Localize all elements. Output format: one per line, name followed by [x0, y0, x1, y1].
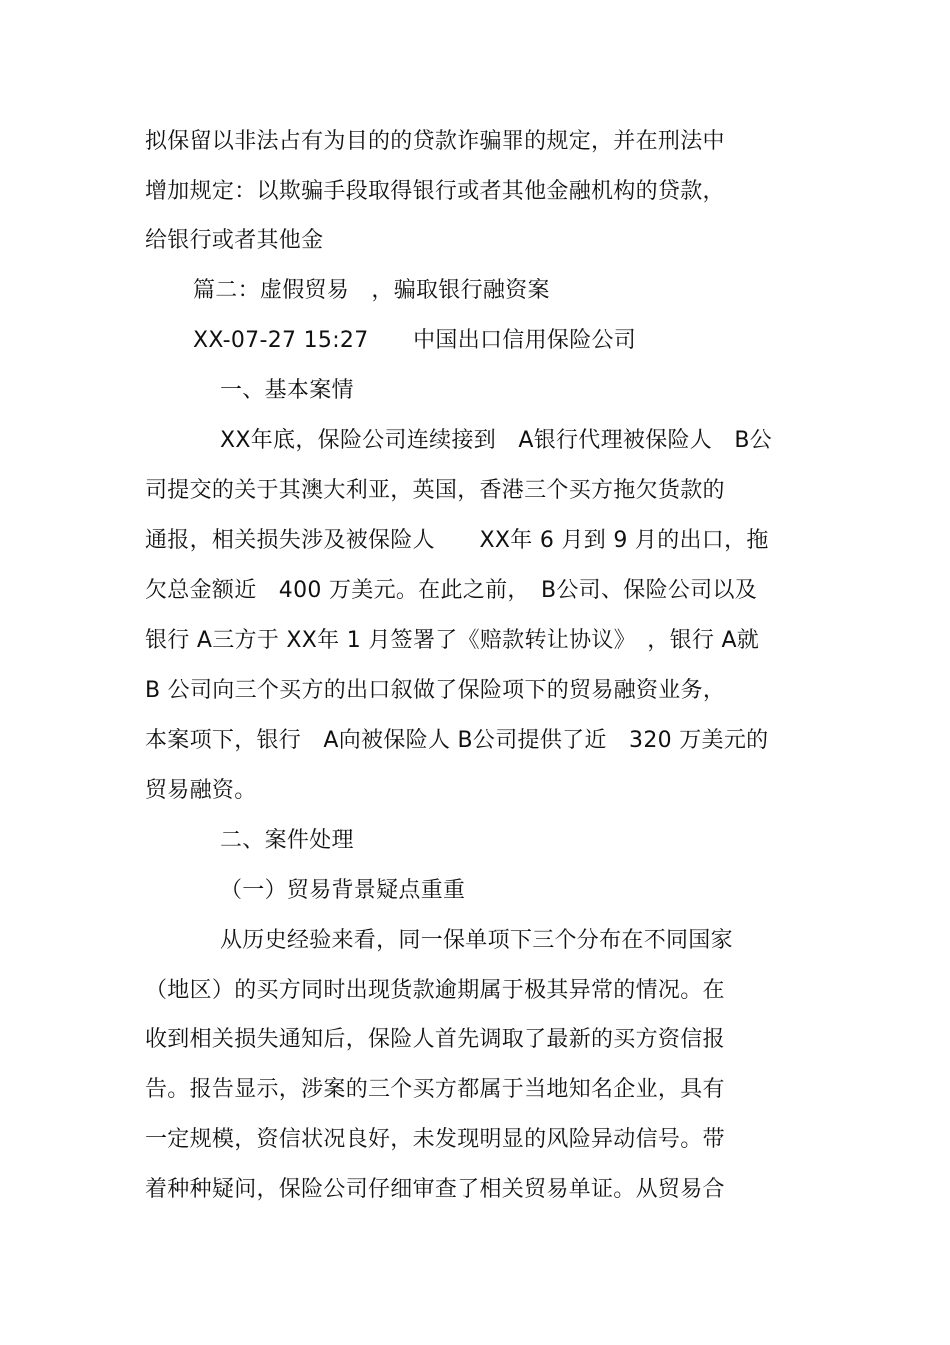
- text-line: 一定规模，资信状况良好，未发现明显的风险异动信号。带: [145, 1127, 725, 1152]
- text-line: 本案项下，银行 A向被保险人 B公司提供了近 320 万美元的: [145, 728, 769, 753]
- text-line: （地区）的买方同时出现货款逾期属于极其异常的情况。在: [145, 978, 725, 1003]
- text-line: 着种种疑问，保险公司仔细审查了相关贸易单证。从贸易合: [145, 1177, 725, 1202]
- text-line: 通报，相关损失涉及被保险人 XX年 6 月到 9 月的出口，拖: [145, 528, 769, 553]
- section-heading: 篇二：虚假贸易 ，骗取银行融资案: [193, 278, 550, 303]
- text-line: B 公司向三个买方的出口叙做了保险项下的贸易融资业务，: [145, 678, 726, 703]
- text-line: XX年底，保险公司连续接到 A银行代理被保险人 B公: [220, 428, 773, 453]
- section-heading: 二、案件处理: [220, 828, 354, 853]
- text-line: 收到相关损失通知后，保险人首先调取了最新的买方资信报: [145, 1027, 725, 1052]
- text-line: 告。报告显示，涉案的三个买方都属于当地知名企业，具有: [145, 1077, 725, 1102]
- text-line: 拟保留以非法占有为目的的贷款诈骗罪的规定，并在刑法中: [145, 129, 725, 154]
- subsection-heading: （一）贸易背景疑点重重: [220, 878, 466, 903]
- text-line: 贸易融资。: [145, 778, 257, 803]
- text-line: 从历史经验来看，同一保单项下三个分布在不同国家: [220, 928, 733, 953]
- dateline: XX-07-27 15:27 中国出口信用保险公司: [193, 328, 637, 353]
- text-line: 银行 A三方于 XX年 1 月签署了《赔款转让协议》 ，银行 A就: [145, 628, 760, 653]
- text-line: 司提交的关于其澳大利亚，英国，香港三个买方拖欠货款的: [145, 478, 725, 503]
- text-line: 增加规定：以欺骗手段取得银行或者其他金融机构的贷款，: [145, 179, 725, 204]
- text-line: 欠总金额近 400 万美元。在此之前， B公司、保险公司以及: [145, 578, 758, 603]
- text-line: 给银行或者其他金: [145, 228, 324, 253]
- section-heading: 一、基本案情: [220, 378, 354, 403]
